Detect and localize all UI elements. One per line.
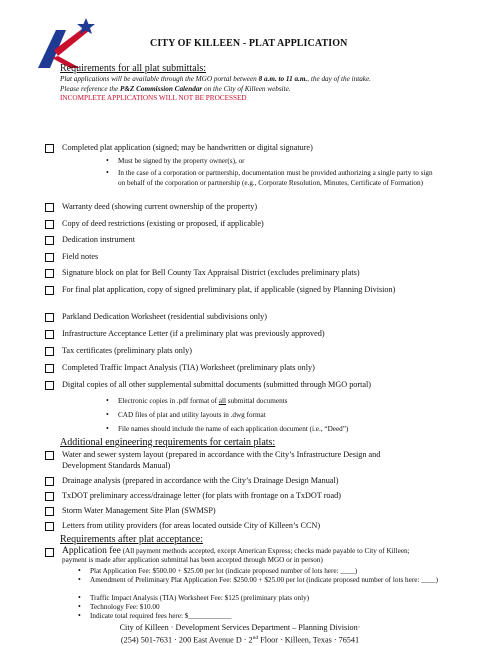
incomplete-warning: INCOMPLETE APPLICATIONS WILL NOT BE PROCESSED xyxy=(60,94,247,102)
checkbox[interactable] xyxy=(45,364,54,373)
checkbox[interactable] xyxy=(45,347,54,356)
list-item: • Must be signed by the property owner(s), or xyxy=(118,156,438,166)
checkbox[interactable] xyxy=(45,507,54,516)
checkbox[interactable] xyxy=(45,286,54,295)
checklist-item: Copy of deed restrictions (existing or proposed, if applicable) xyxy=(62,219,422,230)
checkbox[interactable] xyxy=(45,330,54,339)
checklist-item: Storm Water Management Site Plan (SWMSP) xyxy=(62,506,432,517)
checklist-item: Letters from utility providers (for areas located outside City of Killeen’s CCN) xyxy=(62,521,432,532)
checkbox[interactable] xyxy=(45,477,54,486)
checklist-item: Signature block on plat for Bell County Tax Appraisal District (excludes preliminary plats) xyxy=(62,268,432,279)
application-fee-item: Application fee (All payment methods accepted, except American Express; checks made payable to City of Killeen; payment is made after application submittal has been accepted through MGO or in person) xyxy=(62,547,432,565)
checkbox[interactable] xyxy=(45,144,54,153)
footer: City of Killeen · Development Services Department – Planning Division· (254) 501-7631 · 200 East Avenue D · 2nd Floor · Killeen, Texas · 76541 xyxy=(119,623,361,645)
requirements-heading: Requirements for all plat submittals: xyxy=(60,63,207,74)
checkbox[interactable] xyxy=(45,381,54,390)
checkbox[interactable] xyxy=(45,451,54,460)
after-acceptance-heading: Requirements after plat acceptance: xyxy=(60,534,203,545)
list-item: • In the case of a corporation or partnership, documentation must be provided authorizing a single party to sign on behalf of the corporation or partnership (e.g., Corporate Resolution, Minutes, Certificate of Formation) xyxy=(118,168,438,188)
checkbox[interactable] xyxy=(45,236,54,245)
checkbox[interactable] xyxy=(45,220,54,229)
page-title: CITY OF KILLEEN - PLAT APPLICATION xyxy=(150,38,348,49)
checklist-item: TxDOT preliminary access/drainage letter (for plats with frontage on a TxDOT road) xyxy=(62,491,432,502)
checklist-item: Digital copies of all other supplemental submittal documents (submitted through MGO portal) xyxy=(62,380,432,391)
checkbox[interactable] xyxy=(45,548,54,557)
list-item: • Traffic Impact Analysis (TIA) Worksheet Fee: $125 (preliminary plats only) xyxy=(90,593,440,603)
checklist-item: Warranty deed (showing current ownership of the property) xyxy=(62,202,422,213)
checkbox[interactable] xyxy=(45,253,54,262)
checklist-item: Completed Traffic Impact Analysis (TIA) Worksheet (preliminary plats only) xyxy=(62,363,422,374)
checklist-item: Dedication instrument xyxy=(62,235,422,246)
list-item: • File names should include the name of each application document (i.e., “Deed”) xyxy=(118,424,438,434)
list-item: • Amendment of Preliminary Plat Application Fee: $250.00 + $25.00 per lot (indicate proposed number of lots here: ____) xyxy=(90,575,440,585)
checklist-item: Field notes xyxy=(62,252,422,263)
checkbox[interactable] xyxy=(45,522,54,531)
checklist-item: For final plat application, copy of signed preliminary plat, if applicable (signed by Planning Division) xyxy=(62,285,417,296)
checklist-item: Parkland Dedication Worksheet (residential subdivisions only) xyxy=(62,312,422,323)
checklist-item: Tax certificates (preliminary plats only) xyxy=(62,346,422,357)
checkbox[interactable] xyxy=(45,492,54,501)
list-item: • Technology Fee: $10.00 xyxy=(90,602,440,612)
engineering-heading: Additional engineering requirements for certain plats: xyxy=(60,437,276,448)
list-item: • Electronic copies in .pdf format of all submittal documents xyxy=(118,396,438,406)
checklist-item: Completed plat application (signed; may be handwritten or digital signature) xyxy=(62,143,422,154)
intro-text: Plat applications will be available through the MGO portal between 8 a.m. to 11 a.m., the day of the intake. Please reference the P&Z Commission Calendar on the City of Killeen website. INCOMPLETE APPLICATIONS WILL NOT BE PROCESSED xyxy=(60,75,371,102)
checkbox[interactable] xyxy=(45,313,54,322)
checklist-item: Water and sewer system layout (prepared in accordance with the City’s Infrastructure Design and Development Standards Manual) xyxy=(62,450,412,471)
checklist-item: Drainage analysis (prepared in accordance with the City’s Drainage Design Manual) xyxy=(62,476,432,487)
checkbox[interactable] xyxy=(45,269,54,278)
checkbox[interactable] xyxy=(45,203,54,212)
list-item: • CAD files of plat and utility layouts in .dwg format xyxy=(118,410,438,420)
list-item: • Indicate total required fees here: $____________ xyxy=(90,611,440,621)
checklist-item: Infrastructure Acceptance Letter (if a preliminary plat was previously approved) xyxy=(62,329,422,340)
list-item: • Plat Application Fee: $500.00 + $25.00 per lot (indicate proposed number of lots here: ____) xyxy=(90,566,440,576)
